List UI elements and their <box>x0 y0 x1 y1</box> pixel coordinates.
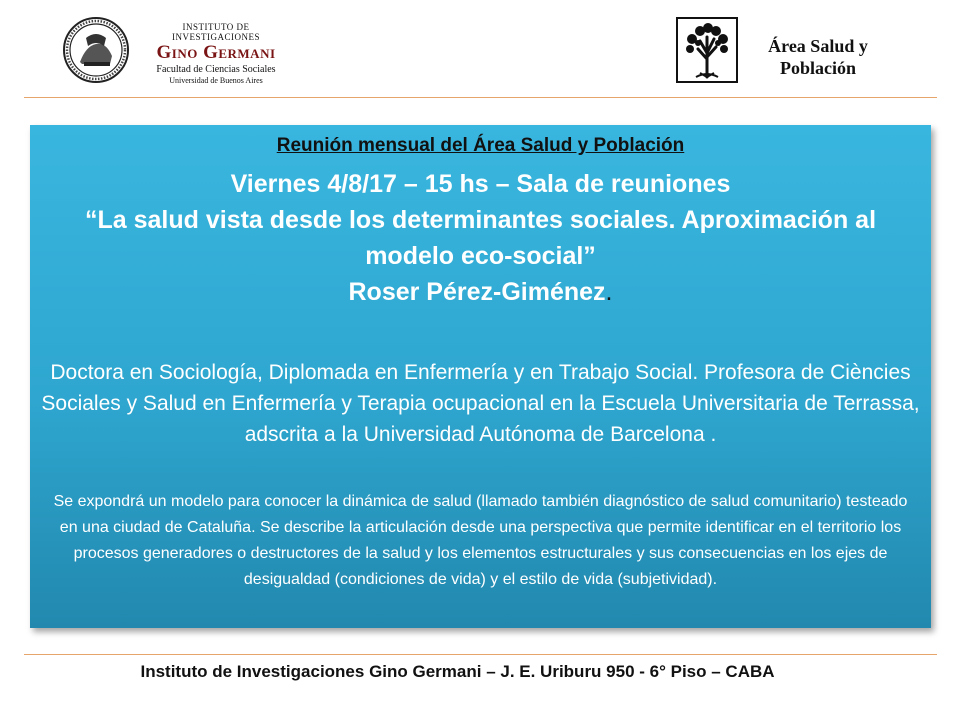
area-logo <box>676 17 896 87</box>
talk-title: “La salud vista desde los determinantes sociales. Aproximación al modelo eco-social” <box>84 206 877 270</box>
announcement-panel <box>30 125 931 628</box>
institute-name <box>140 22 292 86</box>
speaker-name: Roser Pérez-Giménez <box>348 278 606 306</box>
footer-address: Instituto de Investigaciones Gino Germani – J. E. Uriburu 950 - 6° Piso – CABA <box>140 662 775 681</box>
area-line-1: Área Salud y <box>768 36 868 56</box>
talk-description: Se expondrá un modelo para conocer la dinámica de salud (llamado también diagnóstico de salud comunitario) testeado en una ciudad de Cataluña. Se describe la articulación desde una perspectiva que permite identificar en el territorio los procesos generadores o destructores de la salud y los elementos estructurales y sus consecuencias en los ejes de desigualdad (condiciones de vida) y el estilo de vida (subjetividad). <box>53 493 908 588</box>
tree-icon <box>678 19 736 81</box>
area-name <box>748 35 888 79</box>
speaker-bio: Doctora en Sociología, Diplomada en Enfermería y en Trabajo Social. Profesora de Ciències Sociales y Salud en Enfermería y Terapia ocupacional en la Escuela Universitaria de Terrassa, adscrita a la Universidad Autónoma de Barcelona . <box>41 361 920 446</box>
speaker-line <box>30 274 931 310</box>
top-divider <box>24 97 937 98</box>
university-seal-icon <box>62 16 130 84</box>
meeting-heading: Reunión mensual del Área Salud y Población <box>276 135 685 156</box>
institute-line-3: Facultad de Ciencias Sociales <box>156 64 276 75</box>
institute-line-2: Gino Germani <box>156 42 276 63</box>
page-header <box>0 0 960 100</box>
institute-logo <box>62 16 292 86</box>
area-line-2: Población <box>779 58 856 78</box>
tree-icon-frame <box>676 17 738 83</box>
speaker-period: . <box>605 278 613 306</box>
institute-line-4: Universidad de Buenos Aires <box>169 76 263 85</box>
institute-line-1: INSTITUTO DE INVESTIGACIONES <box>172 22 260 42</box>
meeting-date-line: Viernes 4/8/17 – 15 hs – Sala de reuniones <box>230 170 731 198</box>
bottom-divider <box>24 654 937 655</box>
